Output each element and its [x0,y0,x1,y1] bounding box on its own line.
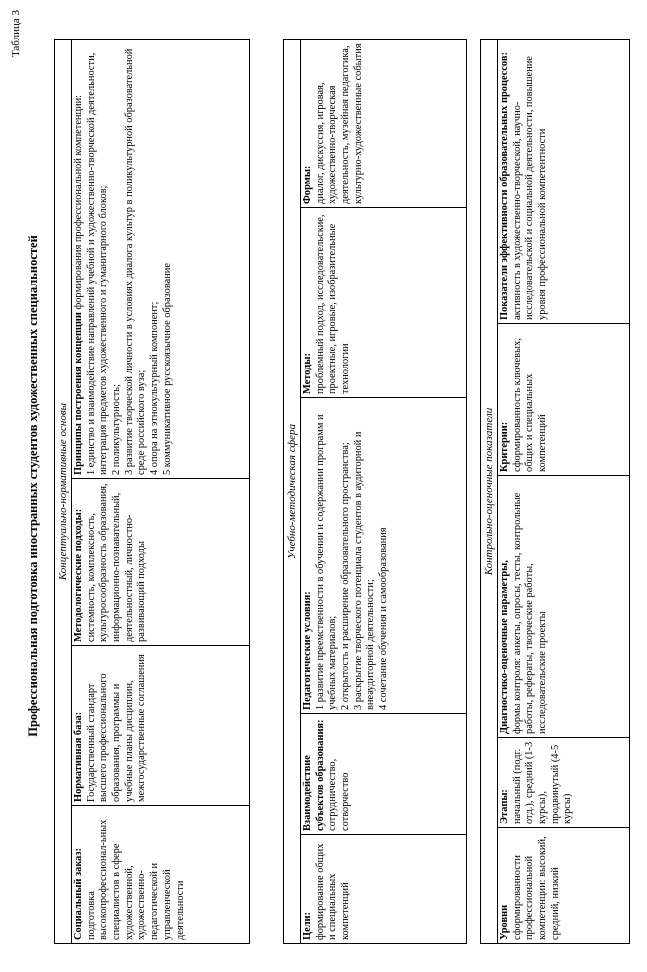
condition-item: 4 сочетание обучения и самообразования [378,527,390,710]
criteria-cell [498,324,629,476]
methodical-section [283,39,467,944]
methods-cell [301,208,466,398]
control-section-title: Контрольно-оценочные показатели [483,407,495,576]
criteria-heading: Критерии: [499,421,510,472]
criteria-text: сформированность ключевых, общих и специальных компетенций [511,338,549,472]
social-order-text: подготовка высокопрофессионал-ьных специалистов в сфере художественной, художественно-педагогической и управленческой деятельности [85,819,186,940]
methods-text: проблемный подход, исследовательские, проектные, игровые, изобразительные технологии [314,214,352,394]
principle-item: 4 опора на этнокультурный компонент; [149,301,161,475]
goals-text: формирование общих и специальных компетенций [314,843,352,940]
interaction-cell [301,714,466,835]
control-section [480,39,630,944]
goals-cell [301,835,466,943]
table-label: Таблица 3 [10,10,22,58]
normative-base-heading: Нормативная база: [73,711,84,802]
conceptual-section [54,39,250,944]
document-title: Профессиональная подготовка иностранных студентов художественных специальностей [26,235,40,737]
indicators-text: активность в художественно-творческой, научно-исследовательской и социальной деятельности, повышение уровня профессиональной компетентности [511,56,549,320]
principle-item: 3 развитие творческой личности в условиях диалога культур в поликультурной образовательной среде российского вуза; [123,48,148,475]
stages-text: начальный (подг. отд.), средний (1-3 курсы), продвинутый (4-5 курсы) [511,741,574,824]
forms-cell [301,40,466,208]
conditions-cell [301,398,466,714]
diagnostic-cell [498,476,629,738]
normative-base-text: Государственный стандарт высшего профессионального образования, программы и учебные планы дисциплин, межгосударственные соглашения [85,654,148,802]
principle-item: 1 единство и взаимодействие направлений учебной и художественно-творческой деятельности, интеграция предметов художественного и гуманитарного блоков; [85,52,110,475]
principles-heading-tail: формирования профессиональной компетенции: [73,94,84,310]
levels-text: сформированности профессиональной компетенции: высокий, средний, низкий [511,836,561,940]
principles-heading: Принципы построения концепции [73,312,84,475]
condition-item: 1 развитие преемственности в обучении и содержании программ и учебных материалов; [314,414,339,710]
social-order-heading: Социальный заказ: [73,848,84,940]
normative-base-cell [72,646,249,806]
social-order-cell [72,806,249,943]
methodological-cell [72,479,249,646]
methodological-text: системность, комплексность, культуросообразность образования, информационно-познавательный, деятельностный, личностно-развивающий подходы [85,483,148,642]
control-row [497,40,629,943]
indicators-heading: Показатели эффективности образовательных процессов: [499,52,510,320]
principles-cell [72,40,249,479]
conditions-heading: Педагогические условия: [302,591,313,710]
conceptual-row [71,40,249,943]
methodical-section-title: Учебно-методическая сфера [286,423,298,560]
conceptual-section-title: Концептуально-нормативные основы [57,402,69,581]
methods-heading: Методы: [302,353,313,394]
diagnostic-heading: Диагностико-оценочные параметры, [499,560,510,734]
stages-cell [498,738,629,828]
diagnostic-text: формы контроля: анкеты, опросы, тесты, контрольные работы, рефераты, творческие работы, исследовательские проекты [511,492,549,734]
methodical-row [300,40,466,943]
principle-item: 2 поликультурность; [111,384,123,475]
principle-item: 5 коммуникативное русскоязычное образование [161,263,173,475]
goals-heading: Цели: [302,912,313,940]
forms-text: диалог, дискуссия, игровая, художественно-творческая деятельность, музейная педагогика, культурно-художественные события [314,43,364,204]
levels-heading: Уровни [499,904,510,940]
forms-heading: Формы: [302,165,313,204]
levels-cell [498,828,629,943]
methodological-heading: Методологические подходы: [73,508,84,642]
stages-heading: Этапы: [499,789,510,824]
condition-item: 2 открытость и расширение образовательного пространства; [340,442,352,710]
indicators-cell [498,40,629,324]
interaction-text: сотрудничество, сотворчество [327,758,352,831]
interaction-heading: Взаимодействие субъектов образования: [302,719,326,831]
condition-item: 3 раскрытие творческого потенциала студентов в аудиторной и внеаудиторной деятельности; [352,431,377,710]
